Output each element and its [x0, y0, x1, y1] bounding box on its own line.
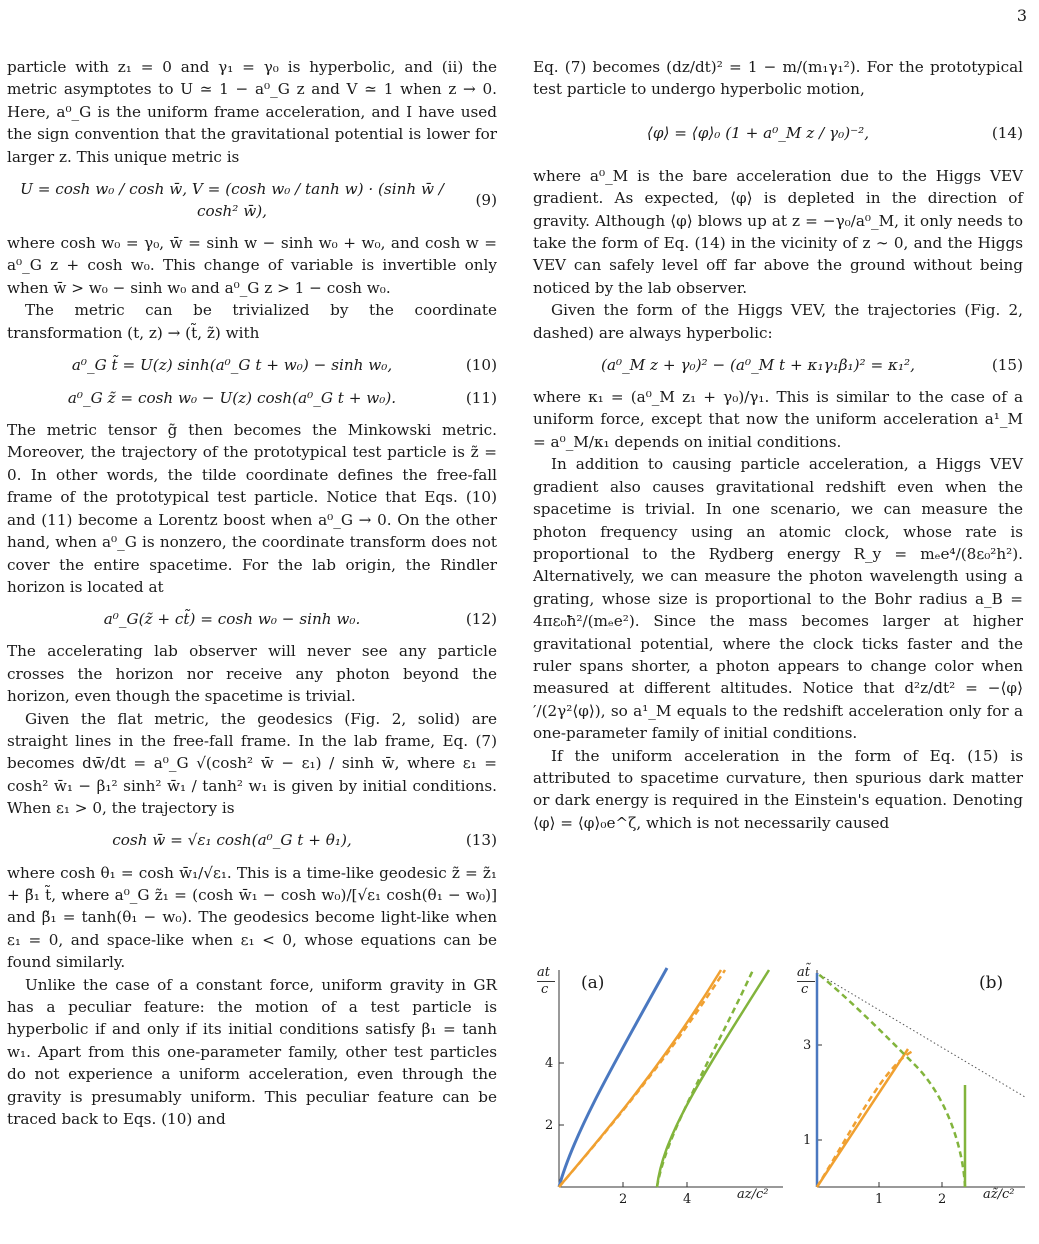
equation-14: ⟨φ⟩ = ⟨φ⟩₀ (1 + a⁰_M z / γ₀)⁻², (14) — [646, 123, 1023, 142]
panel-a-blue-solid-curve — [559, 968, 667, 1187]
paragraph: Given the form of the Higgs VEV, the trajectories (Fig. 2, dashed) are always hyperbolic: — [533, 301, 1023, 342]
equation-12: a⁰_G(z̃ + ct̃) = cosh w₀ − sinh w₀. (12) — [103, 610, 497, 629]
paragraph: Eq. (7) becomes (dz/dt)² = 1 − m/(m₁γ₁²). For the prototypical test particle to undergo hyperbolic motion, — [533, 58, 1023, 99]
paragraph: If the uniform acceleration in the form of Eq. (15) is attributed to spacetime curvature, then spurious dark matter or dark energy is required in the Einstein's equation. Denoting ⟨φ⟩ = ⟨φ⟩₀e^ζ, which is not necessarily caused — [533, 746, 1023, 832]
panel-a-ylabel-bottom: c — [541, 982, 549, 997]
panel-a-ytick-label: 4 — [545, 1056, 554, 1071]
panel-a-xtick-label: 4 — [683, 1192, 692, 1207]
panel-a-orange-solid-curve — [559, 970, 721, 1187]
panel-b-ytick-label: 3 — [803, 1038, 812, 1053]
panel-b-ylabel-top: at̃ — [797, 965, 810, 980]
panel-a-green-solid-curve — [657, 970, 769, 1187]
panel-a-green-dashed-curve — [657, 970, 753, 1187]
equation-9: U = cosh w₀ / cosh w̄, V = (cosh w₀ / tanh w) · (sinh w̄ / cosh² w̄), (9) — [20, 179, 497, 221]
paragraph: The metric tensor g̃ then becomes the Minkowski metric. Moreover, the trajectory of the prototypical test particle is z̃ = 0. In other words, the tilde coordinate defines the free-fall frame of the prototypical test particle. Notice that Eqs. (10) and (11) become a Lorentz boost when a⁰_G → 0. On the other hand, when a⁰_G is nonzero, the coordinate transform does not cover the entire spacetime. For the lab origin, the Rindler horizon is located at — [7, 421, 497, 596]
panel-a-ytick-label: 2 — [545, 1118, 554, 1133]
panel-a-plot — [533, 965, 783, 1205]
figure-panel-a — [533, 965, 783, 1205]
paragraph: where cosh θ₁ = cosh w̄₁/√ε₁. This is a time-like geodesic z̃ = z̃₁ + β̃₁ t̃, where a⁰_G z̃₁ = (cosh w̄₁ − cosh w₀)/[√ε₁ cosh(θ₁ − w₀)] and β̃₁ = tanh(θ₁ − w₀). The geodesics become light-like when ε₁ = 0, and space-like when ε₁ < 0, whose equations can be found similarly. — [7, 863, 497, 972]
figure-2 — [533, 965, 1033, 1205]
paragraph: Unlike the case of a constant force, uniform gravity in GR has a peculiar feature: the motion of a test particle is hyperbolic if and only if its initial conditions satisfy β₁ = tanh w₁. Apart from this one-parameter family, other test particles do not experience a uniform acceleration, even through the gravity is presumably uniform. This peculiar feature can be traced back to Eqs. (10) and — [7, 975, 497, 1129]
panel-b-xtick-label: 1 — [875, 1192, 884, 1207]
paragraph: In addition to causing particle acceleration, a Higgs VEV gradient also causes gravitational redshift even when the spacetime is trivial. In one scenario, we can measure the photon frequency using an atomic clock, whose rate is proportional to the Rydberg energy R_y = mₑe⁴/(8ε₀²h²). Alternatively, we can measure the photon wavelength using a grating, whose size is proportional to the Bohr radius a_B = 4πε₀ħ²/(mₑe²). Since the mass becomes larger at higher gravitational potential, where the clock ticks faster and the ruler spans shorter, a photon appears to change color when measured at different altitudes. Notice that d²z/dt² = −⟨φ⟩′/(2γ²⟨φ⟩), so a¹_M equals to the redshift acceleration only for a one-parameter family of initial conditions. — [533, 455, 1023, 743]
panel-b-plot — [795, 965, 1033, 1205]
page-number: 3 — [1016, 6, 1027, 25]
panel-a-ylabel-top: at — [537, 965, 550, 980]
panel-a-xtick-label: 2 — [619, 1192, 628, 1207]
panel-b-xtick-label: 2 — [938, 1192, 947, 1207]
paragraph: The accelerating lab observer will never see any particle crosses the horizon nor receive any photon beyond the horizon, even though the spacetime is trivial. — [7, 642, 497, 706]
paragraph: where κ₁ = (a⁰_M z₁ + γ₀)/γ₁. This is similar to the case of a uniform force, except that now the uniform acceleration a¹_M = a⁰_M/κ₁ depends on initial conditions. — [533, 388, 1023, 451]
paragraph: particle with z₁ = 0 and γ₁ = γ₀ is hyperbolic, and (ii) the metric asymptotes to U ≃ 1 − a⁰_G z and V ≃ 1 when z → 0. Here, a⁰_G is the uniform frame acceleration, and I have used the sign convention that the gravitational potential is lower for larger z. This unique metric is — [7, 58, 497, 166]
panel-a-xlabel: az/c² — [737, 1187, 769, 1202]
right-column — [533, 56, 1023, 834]
paragraph: The metric can be trivialized by the coordinate transformation (t, z) → (t̃, z̃) with — [7, 301, 497, 342]
paragraph: where a⁰_M is the bare acceleration due to the Higgs VEV gradient. As expected, ⟨φ⟩ is depleted in the direction of gravity. Although ⟨φ⟩ blows up at z = −γ₀/a⁰_M, it only needs to take the form of Eq. (14) in the vicinity of z ∼ 0, and the Higgs VEV can safely level off far above the ground without being noticed by the lab observer. — [533, 166, 1023, 297]
left-column — [7, 56, 497, 1130]
equation-11: a⁰_G z̃ = cosh w₀ − U(z) cosh(a⁰_G t + w₀). (11) — [67, 388, 497, 407]
panel-b-ytick-label: 1 — [803, 1133, 812, 1148]
paragraph: Given the flat metric, the geodesics (Fig. 2, solid) are straight lines in the free-fall frame. In the lab frame, Eq. (7) becomes dw̄/dt = a⁰_G √(cosh² w̄ − ε₁) / sinh w̄, where ε₁ = cosh² w̄₁ − β₁² sinh² w̄₁ / tanh² w₁ is given by initial conditions. When ε₁ > 0, the trajectory is — [7, 709, 497, 818]
equation-13: cosh w̄ = √ε₁ cosh(a⁰_G t + θ₁), (13) — [112, 831, 497, 850]
panel-b-label: (b) — [979, 973, 1004, 993]
panel-b-xlabel: az̃/c² — [983, 1187, 1015, 1202]
panel-b-ylabel-bottom: c — [801, 982, 809, 997]
panel-a-label: (a) — [581, 973, 605, 993]
equation-10: a⁰_G t̃ = U(z) sinh(a⁰_G t + w₀) − sinh w₀, (10) — [71, 355, 497, 374]
equation-15: (a⁰_M z + γ₀)² − (a⁰_M t + κ₁γ₁β₁)² = κ₁², (15) — [601, 355, 1023, 374]
figure-panel-b — [795, 965, 1033, 1205]
paragraph: where cosh w₀ = γ₀, w̄ = sinh w − sinh w₀ + w₀, and cosh w = a⁰_G z + cosh w₀. This change of variable is invertible only when w̄ > w₀ − sinh w₀ and a⁰_G z > 1 − cosh w₀. — [7, 234, 497, 297]
